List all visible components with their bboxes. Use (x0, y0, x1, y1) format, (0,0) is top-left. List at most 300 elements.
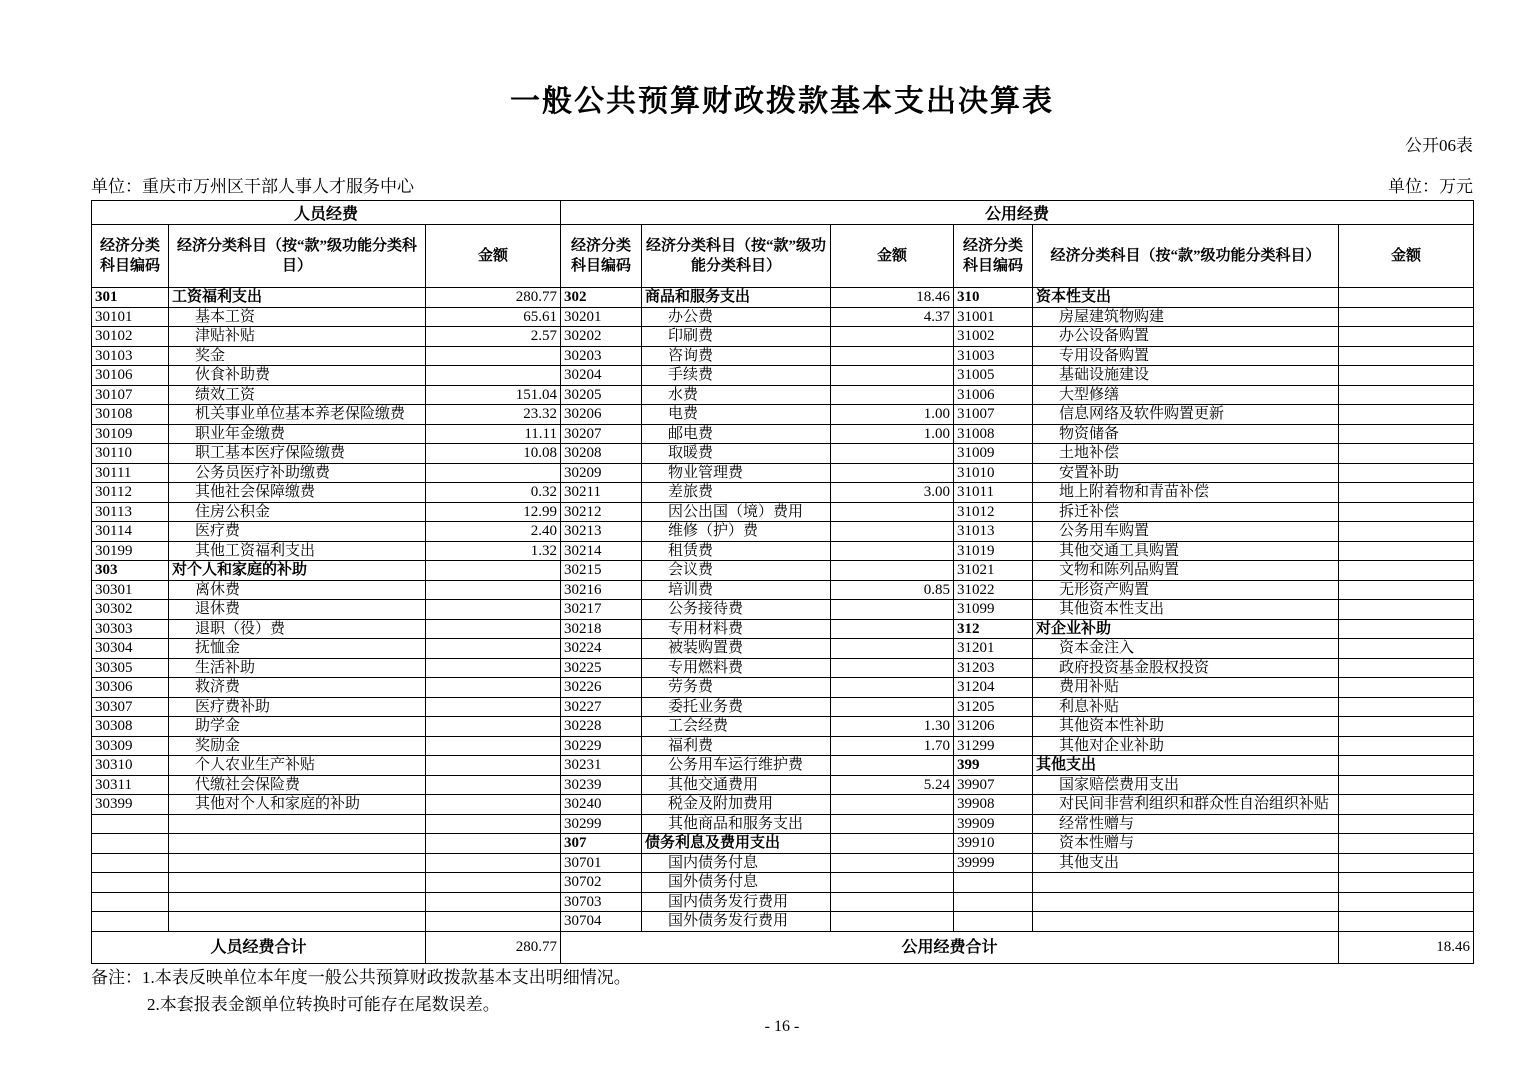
amount-cell (1339, 405, 1474, 425)
subject-cell: 政府投资基金股权投资 (1033, 658, 1339, 678)
amount-cell (831, 678, 954, 698)
subject-cell: 医疗费 (169, 522, 426, 542)
code-cell: 30107 (92, 385, 169, 405)
amount-cell (1339, 756, 1474, 776)
table-row (92, 892, 1474, 912)
subject-cell: 退职（役）费 (169, 619, 426, 639)
table-row (92, 424, 1474, 444)
code-cell: 30308 (92, 717, 169, 737)
amount-cell (426, 678, 561, 698)
code-cell: 312 (954, 619, 1033, 639)
subject-cell: 奖励金 (169, 736, 426, 756)
notes (91, 964, 1473, 1018)
code-cell: 30112 (92, 483, 169, 503)
code-cell: 30108 (92, 405, 169, 425)
col-header-amount: 金额 (831, 225, 954, 288)
code-cell (954, 873, 1033, 893)
code-cell: 30302 (92, 600, 169, 620)
amount-cell (426, 756, 561, 776)
col-header-subject: 经济分类科目（按“款”级功能分类科目） (169, 225, 426, 288)
note-line-2: 2.本套报表金额单位转换时可能存在尾数误差。 (147, 995, 500, 1014)
subject-cell: 被装购置费 (642, 639, 831, 659)
code-cell: 399 (954, 756, 1033, 776)
col-header-amount: 金额 (426, 225, 561, 288)
code-cell: 30704 (561, 912, 642, 932)
subject-cell: 代缴社会保险费 (169, 775, 426, 795)
code-cell: 302 (561, 288, 642, 308)
subject-cell: 因公出国（境）费用 (642, 502, 831, 522)
subject-cell: 国内债务发行费用 (642, 892, 831, 912)
code-cell (92, 873, 169, 893)
code-cell: 30109 (92, 424, 169, 444)
amount-cell (831, 853, 954, 873)
code-cell (92, 834, 169, 854)
code-cell (92, 853, 169, 873)
subject-cell (169, 873, 426, 893)
table-row (92, 346, 1474, 366)
amount-cell (426, 736, 561, 756)
subject-cell: 费用补贴 (1033, 678, 1339, 698)
unit-money-label: 单位：万元 (1388, 177, 1473, 196)
amount-cell: 0.85 (831, 580, 954, 600)
amount-cell (1339, 775, 1474, 795)
amount-cell (1339, 912, 1474, 932)
amount-cell (426, 697, 561, 717)
unit-name-label: 单位：重庆市万州区干部人事人才服务中心 (91, 177, 414, 196)
subject-cell: 债务利息及费用支出 (642, 834, 831, 854)
table-row (92, 834, 1474, 854)
subject-cell (1033, 892, 1339, 912)
amount-cell (1339, 678, 1474, 698)
code-cell: 30103 (92, 346, 169, 366)
code-cell: 301 (92, 288, 169, 308)
subject-cell: 税金及附加费用 (642, 795, 831, 815)
subject-cell (169, 814, 426, 834)
note-line-1 (91, 964, 1473, 991)
code-cell: 30201 (561, 307, 642, 327)
table-row (92, 366, 1474, 386)
subject-cell: 工资福利支出 (169, 288, 426, 308)
code-cell: 30701 (561, 853, 642, 873)
personnel-total-label: 人员经费合计 (92, 931, 426, 963)
amount-cell (426, 639, 561, 659)
totals-row (92, 931, 1474, 963)
subject-cell: 对个人和家庭的补助 (169, 561, 426, 581)
subject-cell: 资本金注入 (1033, 639, 1339, 659)
amount-cell (1339, 600, 1474, 620)
subject-cell: 文物和陈列品购置 (1033, 561, 1339, 581)
amount-cell (426, 775, 561, 795)
subject-cell: 其他对企业补助 (1033, 736, 1339, 756)
code-cell: 30114 (92, 522, 169, 542)
note-1-text: 1.本表反映单位本年度一般公共预算财政拨款基本支出明细情况。 (142, 968, 631, 987)
subject-cell: 助学金 (169, 717, 426, 737)
subject-cell: 利息补贴 (1033, 697, 1339, 717)
subject-cell: 职工基本医疗保险缴费 (169, 444, 426, 464)
group-header-row (92, 201, 1474, 225)
amount-cell (426, 619, 561, 639)
subject-cell (169, 912, 426, 932)
amount-cell (426, 580, 561, 600)
subject-cell: 其他支出 (1033, 853, 1339, 873)
code-cell: 31009 (954, 444, 1033, 464)
amount-cell: 65.61 (426, 307, 561, 327)
column-header-row (92, 225, 1474, 288)
code-cell: 31005 (954, 366, 1033, 386)
table-row (92, 756, 1474, 776)
code-cell: 30310 (92, 756, 169, 776)
subject-cell: 国家赔偿费用支出 (1033, 775, 1339, 795)
amount-cell (1339, 639, 1474, 659)
subject-cell (169, 834, 426, 854)
subject-cell: 公务接待费 (642, 600, 831, 620)
col-header-subject: 经济分类科目（按“款”级功能分类科目） (642, 225, 831, 288)
code-cell: 31007 (954, 405, 1033, 425)
table-row (92, 405, 1474, 425)
table-row (92, 658, 1474, 678)
subject-cell: 经常性赠与 (1033, 814, 1339, 834)
code-cell: 30199 (92, 541, 169, 561)
table-row (92, 717, 1474, 737)
subject-cell: 取暖费 (642, 444, 831, 464)
unit-row (91, 172, 1473, 197)
code-cell: 31012 (954, 502, 1033, 522)
amount-cell (1339, 385, 1474, 405)
amount-cell (831, 814, 954, 834)
subject-cell: 商品和服务支出 (642, 288, 831, 308)
code-cell: 31021 (954, 561, 1033, 581)
amount-cell (426, 873, 561, 893)
subject-cell: 大型修缮 (1033, 385, 1339, 405)
public-total-label: 公用经费合计 (561, 931, 1339, 963)
amount-cell (831, 892, 954, 912)
amount-cell (1339, 873, 1474, 893)
code-cell: 30110 (92, 444, 169, 464)
table-body (92, 288, 1474, 932)
code-cell (92, 814, 169, 834)
amount-cell (1339, 561, 1474, 581)
amount-cell (1339, 522, 1474, 542)
amount-cell (831, 444, 954, 464)
code-cell: 30213 (561, 522, 642, 542)
code-cell: 30702 (561, 873, 642, 893)
code-cell: 30305 (92, 658, 169, 678)
code-cell: 303 (92, 561, 169, 581)
code-cell: 31010 (954, 463, 1033, 483)
amount-cell (1339, 424, 1474, 444)
code-cell (92, 892, 169, 912)
amount-cell (1339, 658, 1474, 678)
amount-cell (426, 366, 561, 386)
subject-cell: 专用燃料费 (642, 658, 831, 678)
subject-cell: 邮电费 (642, 424, 831, 444)
amount-cell: 18.46 (831, 288, 954, 308)
amount-cell (831, 541, 954, 561)
subject-cell: 基本工资 (169, 307, 426, 327)
subject-cell: 对企业补助 (1033, 619, 1339, 639)
code-cell: 31201 (954, 639, 1033, 659)
subject-cell: 抚恤金 (169, 639, 426, 659)
amount-cell (831, 522, 954, 542)
subject-cell: 奖金 (169, 346, 426, 366)
code-cell: 39909 (954, 814, 1033, 834)
code-cell: 30101 (92, 307, 169, 327)
table-row (92, 561, 1474, 581)
code-cell: 31204 (954, 678, 1033, 698)
public-total-value: 18.46 (1339, 931, 1474, 963)
subject-cell: 会议费 (642, 561, 831, 581)
amount-cell: 23.32 (426, 405, 561, 425)
subject-cell: 医疗费补助 (169, 697, 426, 717)
code-cell: 30307 (92, 697, 169, 717)
subject-cell: 专用材料费 (642, 619, 831, 639)
code-cell: 31206 (954, 717, 1033, 737)
code-cell: 30216 (561, 580, 642, 600)
subject-cell: 住房公积金 (169, 502, 426, 522)
subject-cell: 机关事业单位基本养老保险缴费 (169, 405, 426, 425)
code-cell: 31011 (954, 483, 1033, 503)
code-cell: 31022 (954, 580, 1033, 600)
code-cell: 31299 (954, 736, 1033, 756)
code-cell: 31203 (954, 658, 1033, 678)
code-cell: 30111 (92, 463, 169, 483)
subject-cell: 津贴补贴 (169, 327, 426, 347)
notes-label: 备注： (91, 968, 142, 987)
table-number: 公开06表 (1405, 136, 1473, 155)
subject-cell: 职业年金缴费 (169, 424, 426, 444)
amount-cell: 2.40 (426, 522, 561, 542)
amount-cell (426, 834, 561, 854)
table-row (92, 697, 1474, 717)
amount-cell (1339, 288, 1474, 308)
table-row (92, 619, 1474, 639)
code-cell: 30399 (92, 795, 169, 815)
code-cell: 30228 (561, 717, 642, 737)
table-row (92, 853, 1474, 873)
personnel-total-value: 280.77 (426, 931, 561, 963)
table-row (92, 541, 1474, 561)
code-cell: 31006 (954, 385, 1033, 405)
table-row (92, 288, 1474, 308)
amount-cell (831, 327, 954, 347)
subject-cell: 公务用车购置 (1033, 522, 1339, 542)
code-cell: 30211 (561, 483, 642, 503)
subject-cell: 土地补偿 (1033, 444, 1339, 464)
code-cell: 30113 (92, 502, 169, 522)
subject-cell: 信息网络及软件购置更新 (1033, 405, 1339, 425)
subject-cell (169, 892, 426, 912)
table-row (92, 522, 1474, 542)
code-cell: 30203 (561, 346, 642, 366)
table-row (92, 307, 1474, 327)
subject-cell: 其他资本性支出 (1033, 600, 1339, 620)
code-cell: 31205 (954, 697, 1033, 717)
code-cell: 30301 (92, 580, 169, 600)
code-cell: 30306 (92, 678, 169, 698)
amount-cell (1339, 795, 1474, 815)
amount-cell: 280.77 (426, 288, 561, 308)
subject-cell: 水费 (642, 385, 831, 405)
amount-cell (426, 561, 561, 581)
code-cell: 307 (561, 834, 642, 854)
code-cell: 30227 (561, 697, 642, 717)
amount-cell: 1.00 (831, 424, 954, 444)
subject-cell: 其他交通工具购置 (1033, 541, 1339, 561)
col-header-subject: 经济分类科目（按“款”级功能分类科目） (1033, 225, 1339, 288)
code-cell: 30304 (92, 639, 169, 659)
amount-cell: 0.32 (426, 483, 561, 503)
amount-cell (1339, 697, 1474, 717)
subject-cell: 房屋建筑物购建 (1033, 307, 1339, 327)
code-cell: 30225 (561, 658, 642, 678)
subject-cell: 委托业务费 (642, 697, 831, 717)
amount-cell (1339, 736, 1474, 756)
amount-cell (1339, 483, 1474, 503)
subject-cell (1033, 912, 1339, 932)
subject-cell: 退休费 (169, 600, 426, 620)
amount-cell (426, 717, 561, 737)
amount-cell (1339, 892, 1474, 912)
subject-cell: 生活补助 (169, 658, 426, 678)
amount-cell (1339, 619, 1474, 639)
amount-cell (831, 639, 954, 659)
amount-cell (831, 697, 954, 717)
table-row (92, 502, 1474, 522)
code-cell: 30106 (92, 366, 169, 386)
amount-cell (831, 795, 954, 815)
subject-cell: 电费 (642, 405, 831, 425)
amount-cell (831, 366, 954, 386)
code-cell (954, 892, 1033, 912)
table-row (92, 873, 1474, 893)
subject-cell: 其他商品和服务支出 (642, 814, 831, 834)
code-cell (954, 912, 1033, 932)
amount-cell (1339, 853, 1474, 873)
amount-cell (426, 892, 561, 912)
amount-cell (1339, 307, 1474, 327)
table-row (92, 814, 1474, 834)
code-cell: 30231 (561, 756, 642, 776)
subject-cell: 咨询费 (642, 346, 831, 366)
subject-cell: 印刷费 (642, 327, 831, 347)
code-cell: 31013 (954, 522, 1033, 542)
subject-cell: 其他支出 (1033, 756, 1339, 776)
subject-cell: 公务用车运行维护费 (642, 756, 831, 776)
table-row (92, 385, 1474, 405)
subject-cell: 其他资本性补助 (1033, 717, 1339, 737)
table-header (92, 201, 1474, 288)
amount-cell (1339, 444, 1474, 464)
code-cell: 30202 (561, 327, 642, 347)
page-title: 一般公共预算财政拨款基本支出决算表 (510, 85, 1054, 118)
code-cell (92, 912, 169, 932)
code-cell: 30303 (92, 619, 169, 639)
code-cell: 30206 (561, 405, 642, 425)
subject-cell: 拆迁补偿 (1033, 502, 1339, 522)
code-cell: 30208 (561, 444, 642, 464)
subject-cell: 个人农业生产补贴 (169, 756, 426, 776)
subject-cell: 劳务费 (642, 678, 831, 698)
amount-cell: 1.30 (831, 717, 954, 737)
page-number: - 16 - (764, 1018, 800, 1035)
subject-cell: 租赁费 (642, 541, 831, 561)
code-cell: 30204 (561, 366, 642, 386)
code-cell: 39907 (954, 775, 1033, 795)
code-cell: 31008 (954, 424, 1033, 444)
amount-cell: 12.99 (426, 502, 561, 522)
amount-cell (1339, 717, 1474, 737)
amount-cell: 1.00 (831, 405, 954, 425)
amount-cell (831, 658, 954, 678)
code-cell: 30309 (92, 736, 169, 756)
amount-cell (1339, 814, 1474, 834)
amount-cell (831, 502, 954, 522)
amount-cell: 151.04 (426, 385, 561, 405)
amount-cell (831, 912, 954, 932)
subject-cell: 国外债务付息 (642, 873, 831, 893)
subject-cell: 办公费 (642, 307, 831, 327)
code-cell: 30299 (561, 814, 642, 834)
amount-cell (831, 873, 954, 893)
code-cell: 30218 (561, 619, 642, 639)
col-header-code: 经济分类科目编码 (954, 225, 1033, 288)
table-footer (92, 931, 1474, 963)
subject-cell: 其他交通费用 (642, 775, 831, 795)
code-cell: 30239 (561, 775, 642, 795)
subject-cell: 差旅费 (642, 483, 831, 503)
amount-cell (426, 463, 561, 483)
code-cell: 30209 (561, 463, 642, 483)
amount-cell (426, 658, 561, 678)
amount-cell (426, 814, 561, 834)
subject-cell: 资本性赠与 (1033, 834, 1339, 854)
subject-cell: 地上附着物和青苗补偿 (1033, 483, 1339, 503)
amount-cell (426, 853, 561, 873)
subject-cell: 专用设备购置 (1033, 346, 1339, 366)
table-row (92, 327, 1474, 347)
amount-cell: 5.24 (831, 775, 954, 795)
amount-cell: 10.08 (426, 444, 561, 464)
code-cell: 31002 (954, 327, 1033, 347)
code-cell: 31099 (954, 600, 1033, 620)
amount-cell (831, 463, 954, 483)
subject-cell: 离休费 (169, 580, 426, 600)
table-row (92, 444, 1474, 464)
table-row (92, 912, 1474, 932)
code-cell: 30229 (561, 736, 642, 756)
subject-cell: 工会经费 (642, 717, 831, 737)
table-row (92, 795, 1474, 815)
amount-cell (1339, 580, 1474, 600)
subject-cell: 救济费 (169, 678, 426, 698)
table-row (92, 580, 1474, 600)
subject-cell: 其他社会保障缴费 (169, 483, 426, 503)
amount-cell (1339, 327, 1474, 347)
amount-cell (1339, 541, 1474, 561)
code-cell: 31001 (954, 307, 1033, 327)
subject-cell (1033, 873, 1339, 893)
amount-cell (831, 619, 954, 639)
code-cell: 30214 (561, 541, 642, 561)
subject-cell: 物业管理费 (642, 463, 831, 483)
amount-cell (1339, 502, 1474, 522)
subject-cell: 物资储备 (1033, 424, 1339, 444)
code-cell: 30102 (92, 327, 169, 347)
table-row (92, 639, 1474, 659)
subject-cell: 国内债务付息 (642, 853, 831, 873)
code-cell: 310 (954, 288, 1033, 308)
amount-cell (1339, 834, 1474, 854)
